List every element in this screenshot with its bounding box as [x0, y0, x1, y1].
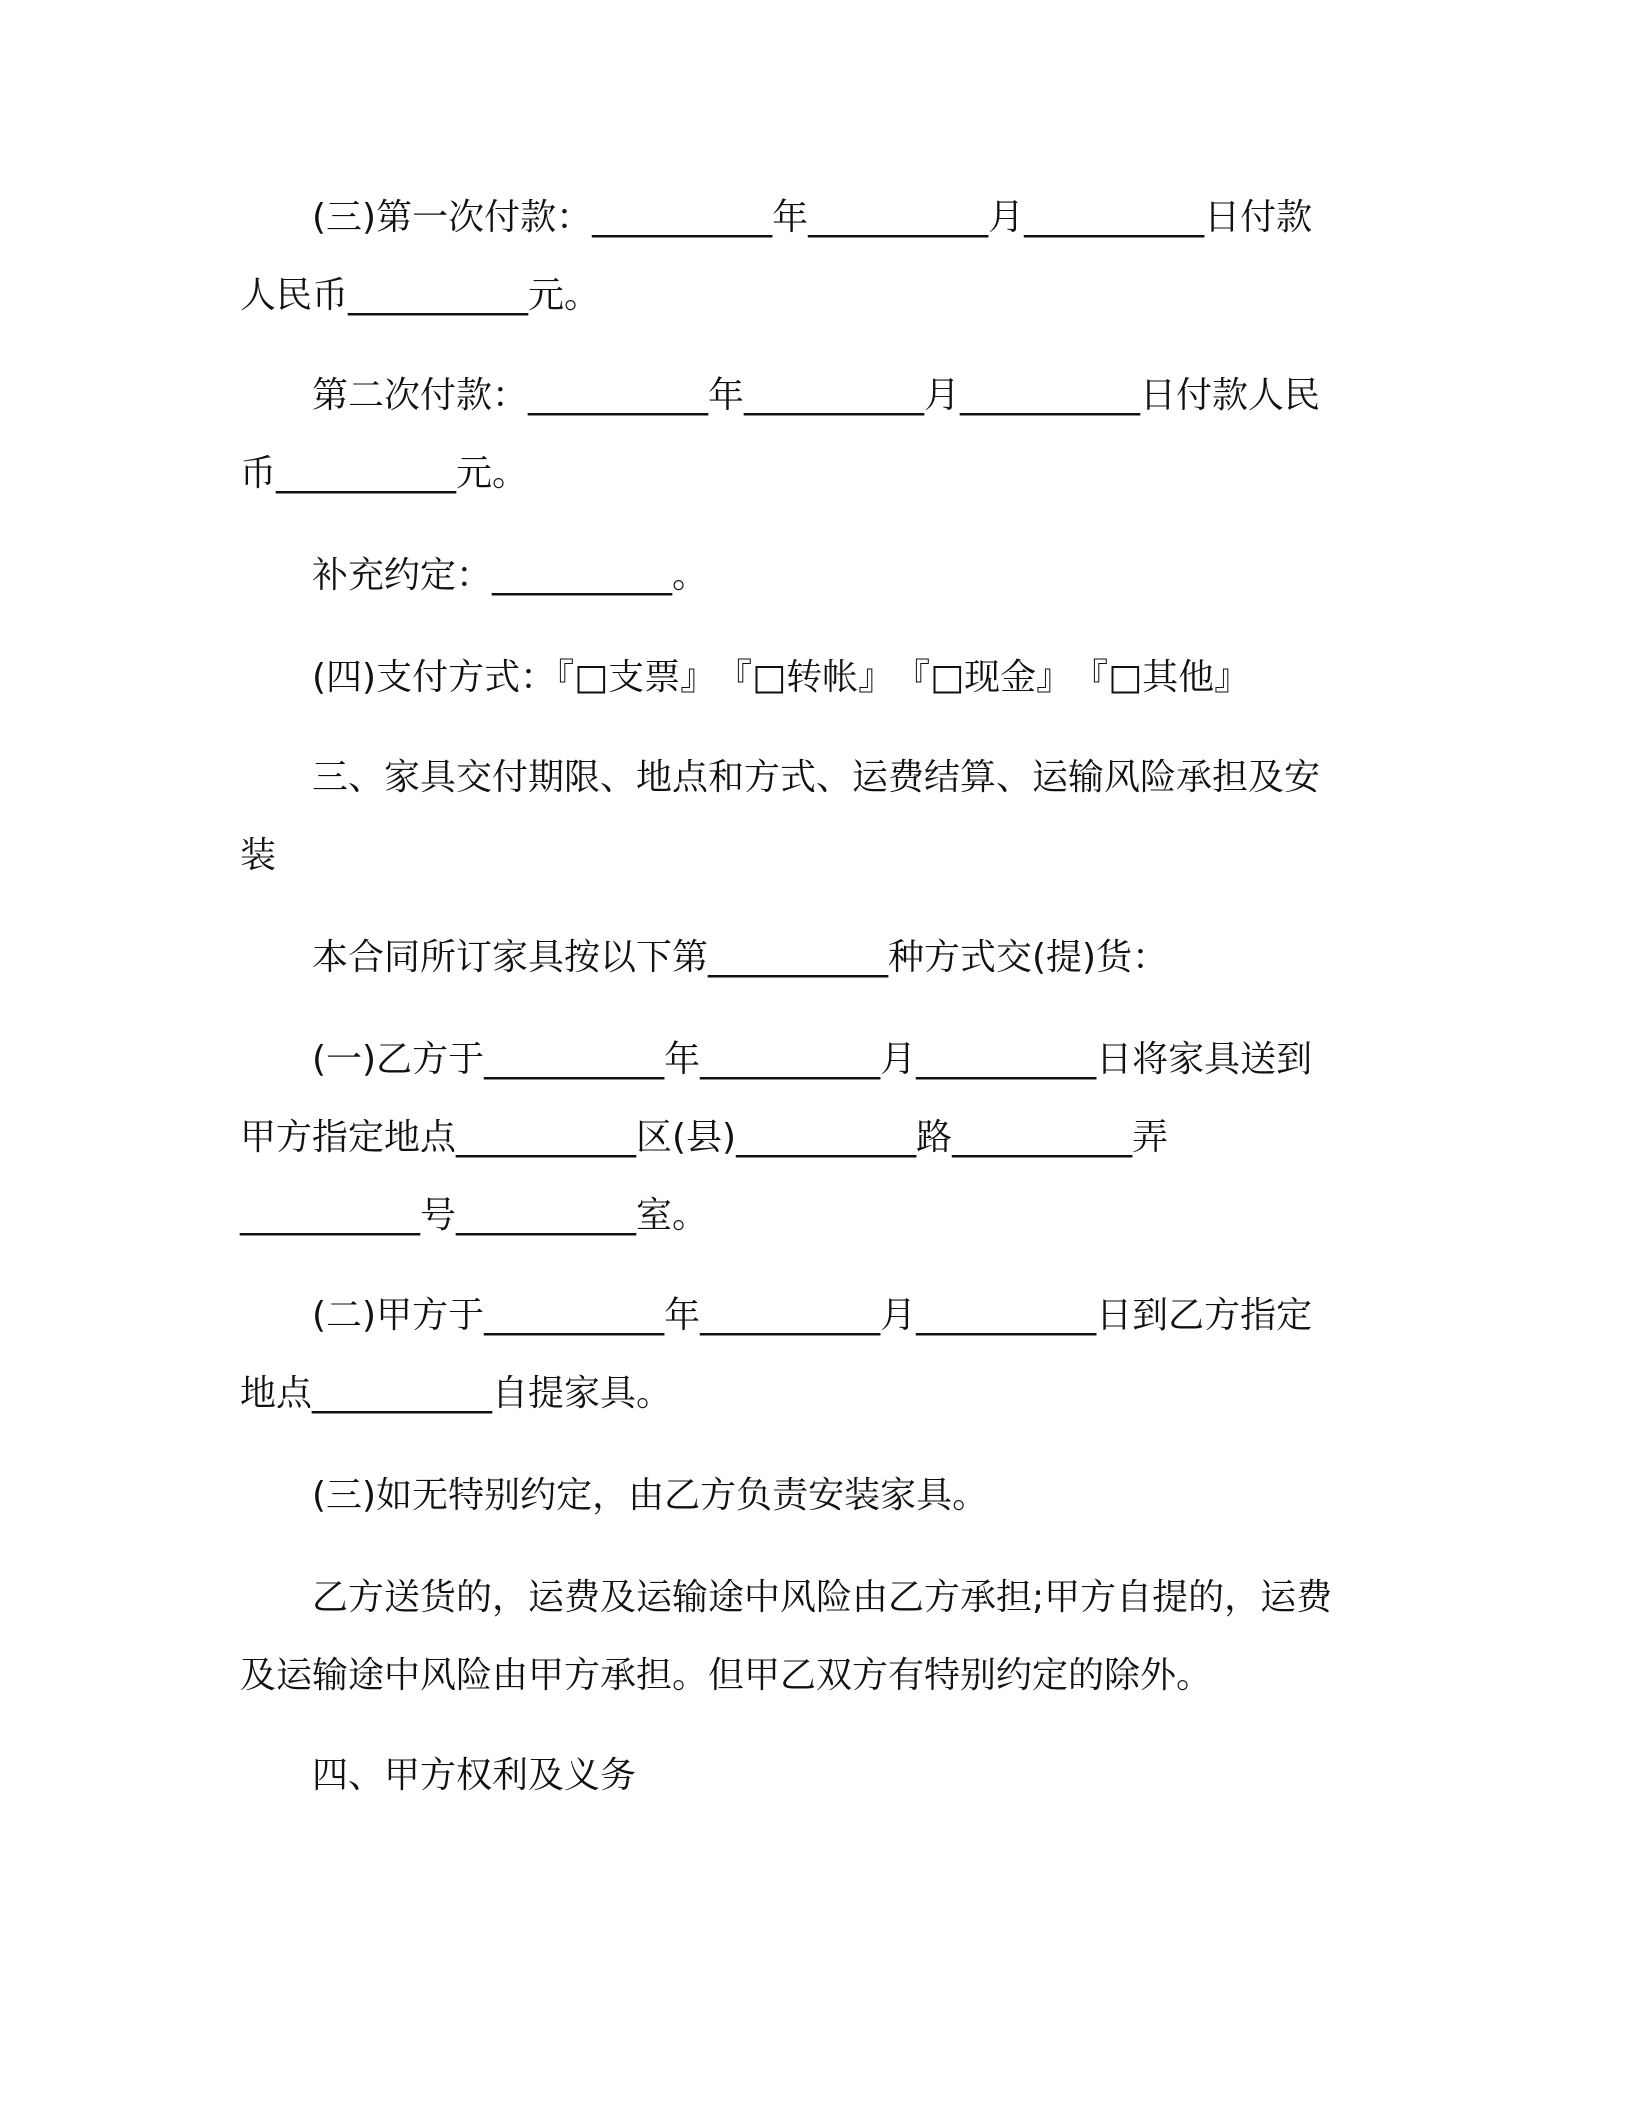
delivery-option-two-line-2: 地点__________自提家具。 — [240, 1373, 673, 1414]
delivery-option-two-line-1: (二)甲方于__________年__________月__________日到乙方指定 — [240, 1295, 1313, 1336]
installation-clause: (三)如无特别约定，由乙方负责安装家具。 — [240, 1475, 989, 1516]
freight-risk-line-1: 乙方送货的，运费及运输途中风险由乙方承担;甲方自提的，运费 — [240, 1577, 1333, 1618]
delivery-option-one-line-3: __________号__________室。 — [240, 1195, 709, 1236]
section-three-heading-line-1: 三、家具交付期限、地点和方式、运费结算、运输风险承担及安 — [240, 757, 1321, 798]
payment-second-line-1: 第二次付款：__________年__________月__________日付款人民 — [240, 375, 1321, 416]
delivery-option-one-line-1: (一)乙方于__________年__________月__________日将家具送到 — [240, 1039, 1313, 1080]
payment-method: (四)支付方式：『□支票』 『□转帐』 『□现金』 『□其他』 — [240, 657, 1251, 698]
payment-second-line-2: 币__________元。 — [240, 453, 529, 494]
supplementary-agreement: 补充约定：__________。 — [240, 555, 709, 596]
section-three-heading-line-2: 装 — [240, 835, 277, 876]
payment-first-line-1: (三)第一次付款：__________年__________月__________日付款 — [240, 197, 1313, 238]
delivery-method-choice: 本合同所订家具按以下第__________种方式交(提)货： — [240, 937, 1169, 978]
payment-first-line-2: 人民币__________元。 — [240, 275, 601, 316]
delivery-option-one-line-2: 甲方指定地点__________区(县)__________路__________弄 — [240, 1117, 1169, 1158]
freight-risk-line-2: 及运输途中风险由甲方承担。但甲乙双方有特别约定的除外。 — [240, 1655, 1213, 1696]
section-four-heading: 四、甲方权利及义务 — [240, 1755, 637, 1796]
